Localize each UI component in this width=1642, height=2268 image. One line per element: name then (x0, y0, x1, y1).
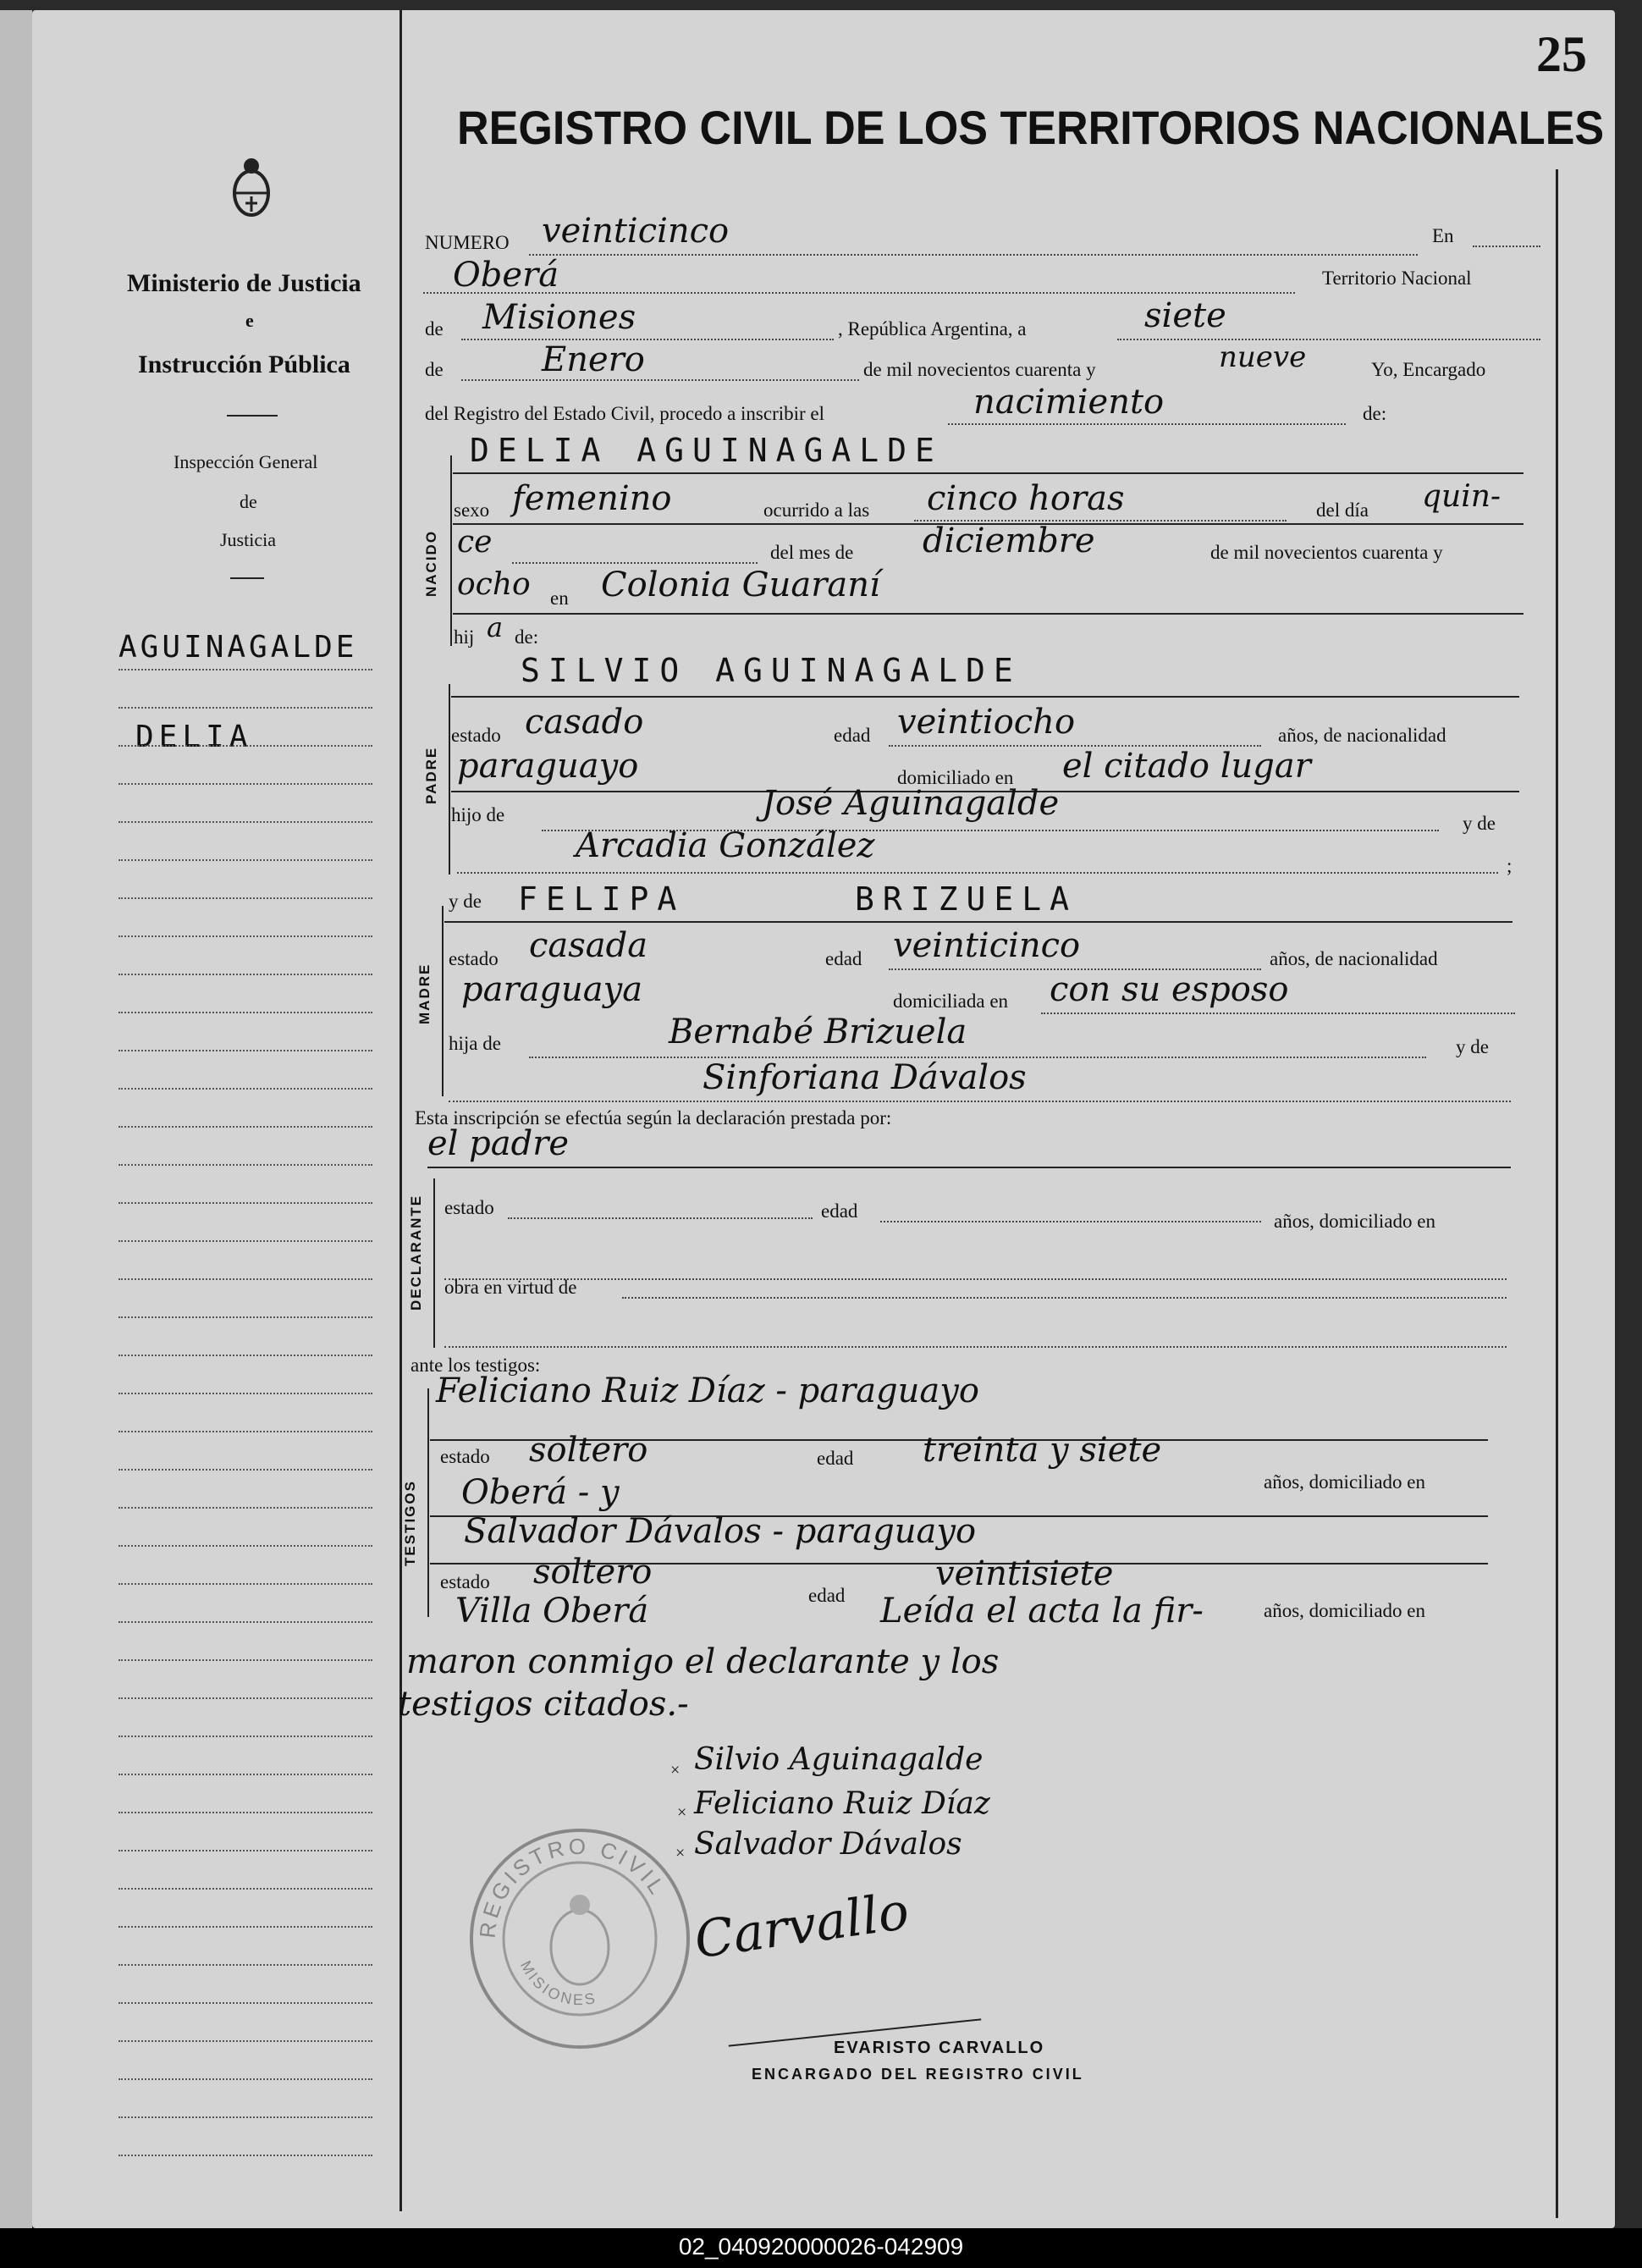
numero-line (529, 254, 1418, 256)
hija-label: hij (454, 626, 475, 648)
sidebar-ruled-line (118, 669, 372, 670)
mother-domiciliada-label: domiciliada en (893, 991, 1009, 1012)
witness1-estado-label: estado (440, 1446, 490, 1467)
obra-label: obra en virtud de (444, 1277, 577, 1298)
father-edad-label: edad (834, 725, 871, 746)
sidebar-ruled-line (118, 1393, 372, 1394)
witness2-estado-label: estado (440, 1571, 490, 1592)
nacido-vlabel: NACIDO (423, 529, 439, 597)
witness1-domicile-value[interactable]: Oberá - y (461, 1473, 620, 1512)
sidebar-ruled-line (118, 2078, 372, 2080)
sidebar-ruled-line (118, 1355, 372, 1356)
witness1-estado-value[interactable]: soltero (529, 1431, 648, 1470)
encargado-label: Yo, Encargado (1371, 359, 1486, 380)
sidebar-ruled-line (118, 1735, 372, 1737)
hour-value[interactable]: cinco horas (927, 479, 1125, 518)
territory-line (461, 339, 834, 340)
day-line (1117, 339, 1540, 340)
day-value[interactable]: siete (1144, 296, 1226, 335)
de-label-2: de (425, 359, 444, 380)
mother-estado-value[interactable]: casada (529, 926, 648, 965)
coat-of-arms-icon (230, 154, 273, 220)
declarante-domicile-line (444, 1278, 1507, 1280)
en-label: En (1432, 225, 1454, 246)
witness1-anos-label: años, domiciliado en (1264, 1471, 1425, 1493)
hija-de-label: de: (515, 626, 539, 648)
mother-last-name[interactable]: BRIZUELA (855, 880, 1078, 918)
person-name[interactable]: DELIA AGUINAGALDE (470, 432, 943, 469)
sexo-label: sexo (454, 499, 490, 521)
mother-domicile-value[interactable]: con su esposo (1050, 970, 1289, 1009)
sidebar-ruled-line (118, 1431, 372, 1432)
sidebar-ruled-line (118, 935, 372, 937)
witness1-name[interactable]: Feliciano Ruiz Díaz - paraguayo (436, 1371, 979, 1410)
territory-value[interactable]: Misiones (482, 298, 636, 337)
birth-day-value[interactable]: quin- (1422, 479, 1501, 514)
mother-first-name[interactable]: FELIPA (518, 880, 686, 918)
witness2-anos-label: años, domiciliado en (1264, 1600, 1425, 1621)
sidebar-ruled-line (118, 1850, 372, 1851)
madre-bracket (442, 906, 444, 1096)
ministry-line3: Instrucción Pública (138, 350, 350, 378)
sidebar-ruled-line (118, 1507, 372, 1509)
witness1-edad-value[interactable]: treinta y siete (923, 1431, 1162, 1470)
sidebar-ruled-line (118, 2155, 372, 2156)
madre-vlabel: MADRE (416, 963, 433, 1024)
left-column-border (399, 10, 402, 2211)
closing-line-3[interactable]: testigos citados.- (398, 1685, 689, 1724)
signature-2[interactable]: Feliciano Ruiz Díaz (694, 1786, 990, 1821)
father-mother-line (457, 872, 1498, 874)
father-estado-label: estado (451, 725, 501, 746)
hija-suffix[interactable]: a (487, 611, 504, 643)
testigos-vlabel: TESTIGOS (402, 1480, 418, 1566)
del-mes-label: del mes de (770, 542, 854, 563)
officer-name: EVARISTO CARVALLO (834, 2039, 1045, 2057)
sidebar-ruled-line (118, 1126, 372, 1128)
sidebar-ruled-line (118, 2040, 372, 2042)
witness2-name[interactable]: Salvador Dávalos - paraguayo (464, 1512, 977, 1551)
en-place-label: en (550, 588, 569, 609)
witness1-edad-label: edad (817, 1448, 854, 1469)
sidebar-ruled-line (118, 1202, 372, 1204)
year-value[interactable]: nueve (1219, 340, 1307, 374)
sidebar-ruled-line (118, 1621, 372, 1623)
territorio-label: Territorio Nacional (1322, 268, 1472, 289)
mother-hija-de-label: hija de (449, 1033, 501, 1054)
birth-day-value-cont[interactable]: ce (457, 525, 493, 560)
sidebar-ruled-line (118, 897, 372, 899)
signature-1[interactable]: Silvio Aguinagalde (694, 1742, 984, 1777)
declarant-line (427, 1167, 1511, 1168)
father-y-de-label: y de (1463, 813, 1496, 834)
sidebar-ruled-line (118, 2116, 372, 2118)
birth-year-label: de mil novecientos cuarenta y (1210, 542, 1443, 563)
sidebar-ruled-line (118, 1278, 372, 1280)
declarante-edad-line (880, 1221, 1261, 1222)
father-nationality-value[interactable]: paraguayo (457, 747, 639, 786)
page-title: REGISTRO CIVIL DE LOS TERRITORIOS NACIONALES (457, 101, 1605, 154)
witness2-domicile-value[interactable]: Villa Oberá (455, 1592, 649, 1631)
closing-line-1[interactable]: Leída el acta la fir- (880, 1592, 1204, 1631)
stamp-text: REGISTRO CIVIL (474, 1833, 672, 1940)
stamp-sub: MISIONES (516, 1957, 599, 2009)
sidebar-ruled-line (118, 745, 372, 747)
mother-anos-label: años, de nacionalidad (1270, 948, 1438, 969)
inspection-line1: Inspección General (174, 451, 318, 472)
sidebar-ruled-line (118, 1316, 372, 1318)
del-dia-label: del día (1316, 499, 1369, 521)
ocurrido-label: ocurrido a las (763, 499, 870, 521)
sidebar-ruled-line (118, 1469, 372, 1471)
father-domiciliado-label: domiciliado en (897, 767, 1014, 788)
y-de-mother-label: y de (449, 891, 482, 912)
numero-value[interactable]: veinticinco (542, 212, 730, 251)
father-name-line (451, 696, 1519, 698)
mother-mother-line (449, 1101, 1511, 1102)
mother-domicile-line (1041, 1013, 1515, 1014)
year-label: de mil novecientos cuarenta y (863, 359, 1096, 380)
sidebar-ruled-line (118, 1050, 372, 1051)
sexo-value[interactable]: femenino (512, 479, 672, 518)
declarant-value[interactable]: el padre (427, 1124, 570, 1163)
inspection-line3: Justicia (220, 529, 276, 550)
sidebar-ruled-line (118, 707, 372, 709)
image-id-label: 02_040920000026-042909 (678, 2233, 964, 2260)
de-label: de (425, 318, 444, 339)
republica-label: , República Argentina, a (838, 318, 1027, 339)
declarante-extra-line (444, 1346, 1507, 1348)
sidebar-ruled-line (118, 1088, 372, 1090)
father-domicile-value[interactable]: el citado lugar (1062, 747, 1311, 786)
testigos-bracket (427, 1388, 429, 1617)
birth-year-value[interactable]: ocho (457, 567, 531, 602)
obra-line (622, 1297, 1507, 1299)
signature-3[interactable]: Salvador Dávalos (694, 1827, 962, 1862)
month-value[interactable]: Enero (542, 340, 645, 379)
testigos-label: ante los testigos: (410, 1355, 541, 1376)
father-name[interactable]: SILVIO AGUINAGALDE (521, 652, 1022, 689)
sidebar-ruled-line (118, 1012, 372, 1013)
sidebar-ruled-line (118, 1926, 372, 1928)
sidebar-ruled-line (118, 2002, 372, 2004)
numero-label: NUMERO (425, 232, 510, 253)
sidebar-ruled-line (118, 1812, 372, 1813)
sidebar-ruled-line (118, 821, 372, 823)
birth-place-value[interactable]: Colonia Guaraní (601, 566, 880, 604)
father-estado-value[interactable]: casado (525, 703, 644, 742)
registry-seal-stamp (461, 1820, 698, 2057)
sidebar-ruled-line (118, 1240, 372, 1242)
sidebar-ruled-line (118, 1774, 372, 1775)
mother-edad-label: edad (825, 948, 862, 969)
person-name-line (453, 472, 1524, 474)
inspection-line2: de (240, 491, 257, 512)
sig3-mark: × (675, 1844, 686, 1862)
ministry-line2: e (245, 310, 254, 331)
birth-place-line (453, 613, 1524, 615)
sig2-mark: × (677, 1803, 687, 1822)
declarante-estado-label: estado (444, 1197, 494, 1218)
mother-edad-value[interactable]: veinticinco (893, 926, 1081, 965)
sidebar-ruled-line (118, 1697, 372, 1699)
mother-name-line (444, 921, 1513, 923)
mother-y-de-label: y de (1456, 1036, 1489, 1057)
officer-title: ENCARGADO DEL REGISTRO CIVIL (752, 2066, 1084, 2083)
padre-bracket (449, 684, 450, 875)
mother-father-value[interactable]: Bernabé Brizuela (669, 1013, 967, 1051)
act-type-value[interactable]: nacimiento (973, 383, 1165, 422)
father-hijo-de-label: hijo de (451, 804, 505, 825)
sidebar-ruled-line (118, 1659, 372, 1661)
birth-day-line-2 (512, 562, 758, 564)
birth-month-value[interactable]: diciembre (923, 521, 1095, 560)
sidebar-ruled-line (118, 1888, 372, 1890)
father-anos-label: años, de nacionalidad (1278, 725, 1446, 746)
father-mother-value[interactable]: Arcadia González (576, 826, 875, 865)
sig1-mark: × (670, 1761, 680, 1780)
act-type-line (948, 423, 1346, 425)
sidebar-divider-2 (230, 577, 264, 579)
sidebar-ruled-line (118, 1164, 372, 1166)
page-number: 25 (1536, 26, 1587, 82)
declarante-estado-line (508, 1217, 813, 1219)
sidebar-divider-1 (227, 415, 278, 417)
closing-line-2[interactable]: maron conmigo el declarante y los (406, 1642, 1000, 1681)
sidebar-ruled-line (118, 1545, 372, 1547)
en-line (1473, 246, 1540, 247)
father-father-value[interactable]: José Aguinagalde (762, 784, 1060, 823)
mother-mother-value[interactable]: Sinforiana Dávalos (703, 1058, 1027, 1097)
sidebar-ruled-line (118, 859, 372, 861)
mother-estado-label: estado (449, 948, 499, 969)
declarante-edad-label: edad (821, 1200, 858, 1222)
sidebar-ruled-line (118, 783, 372, 785)
sidebar-ruled-line (118, 1583, 372, 1585)
declarante-bracket (433, 1178, 435, 1348)
witness2-edad-label: edad (808, 1585, 846, 1606)
witness2-edad-value[interactable]: veintisiete (935, 1554, 1114, 1593)
right-margin-border (1556, 169, 1558, 2218)
witness2-estado-value[interactable]: soltero (533, 1553, 653, 1592)
sidebar-surname: AGUINAGALDE (118, 630, 358, 665)
sidebar-ruled-line (118, 974, 372, 975)
binding-gutter (0, 10, 32, 2228)
mother-nationality-value[interactable]: paraguaya (461, 970, 643, 1009)
nacido-bracket (450, 455, 452, 646)
father-semicolon: ; (1507, 855, 1513, 876)
declaration-label: Esta inscripción se efectúa según la declaración prestada por: (415, 1107, 892, 1128)
sidebar-given-name: DELIA (135, 720, 253, 754)
sidebar-ruled-line (118, 1964, 372, 1966)
registro-label: del Registro del Estado Civil, procedo a inscribir el (425, 403, 825, 424)
declarante-anos-label: años, domiciliado en (1274, 1211, 1435, 1232)
father-edad-value[interactable]: veintiocho (897, 703, 1076, 742)
officer-signature[interactable]: Carvallo (691, 1881, 913, 1971)
ministry-line1: Ministerio de Justicia (127, 269, 361, 297)
locality-line (423, 292, 1295, 294)
padre-vlabel: PADRE (423, 746, 439, 804)
declarante-vlabel: DECLARANTE (408, 1194, 424, 1311)
month-line (461, 379, 859, 381)
locality-value[interactable]: Oberá (453, 256, 559, 295)
de-colon-label: de: (1363, 403, 1387, 424)
